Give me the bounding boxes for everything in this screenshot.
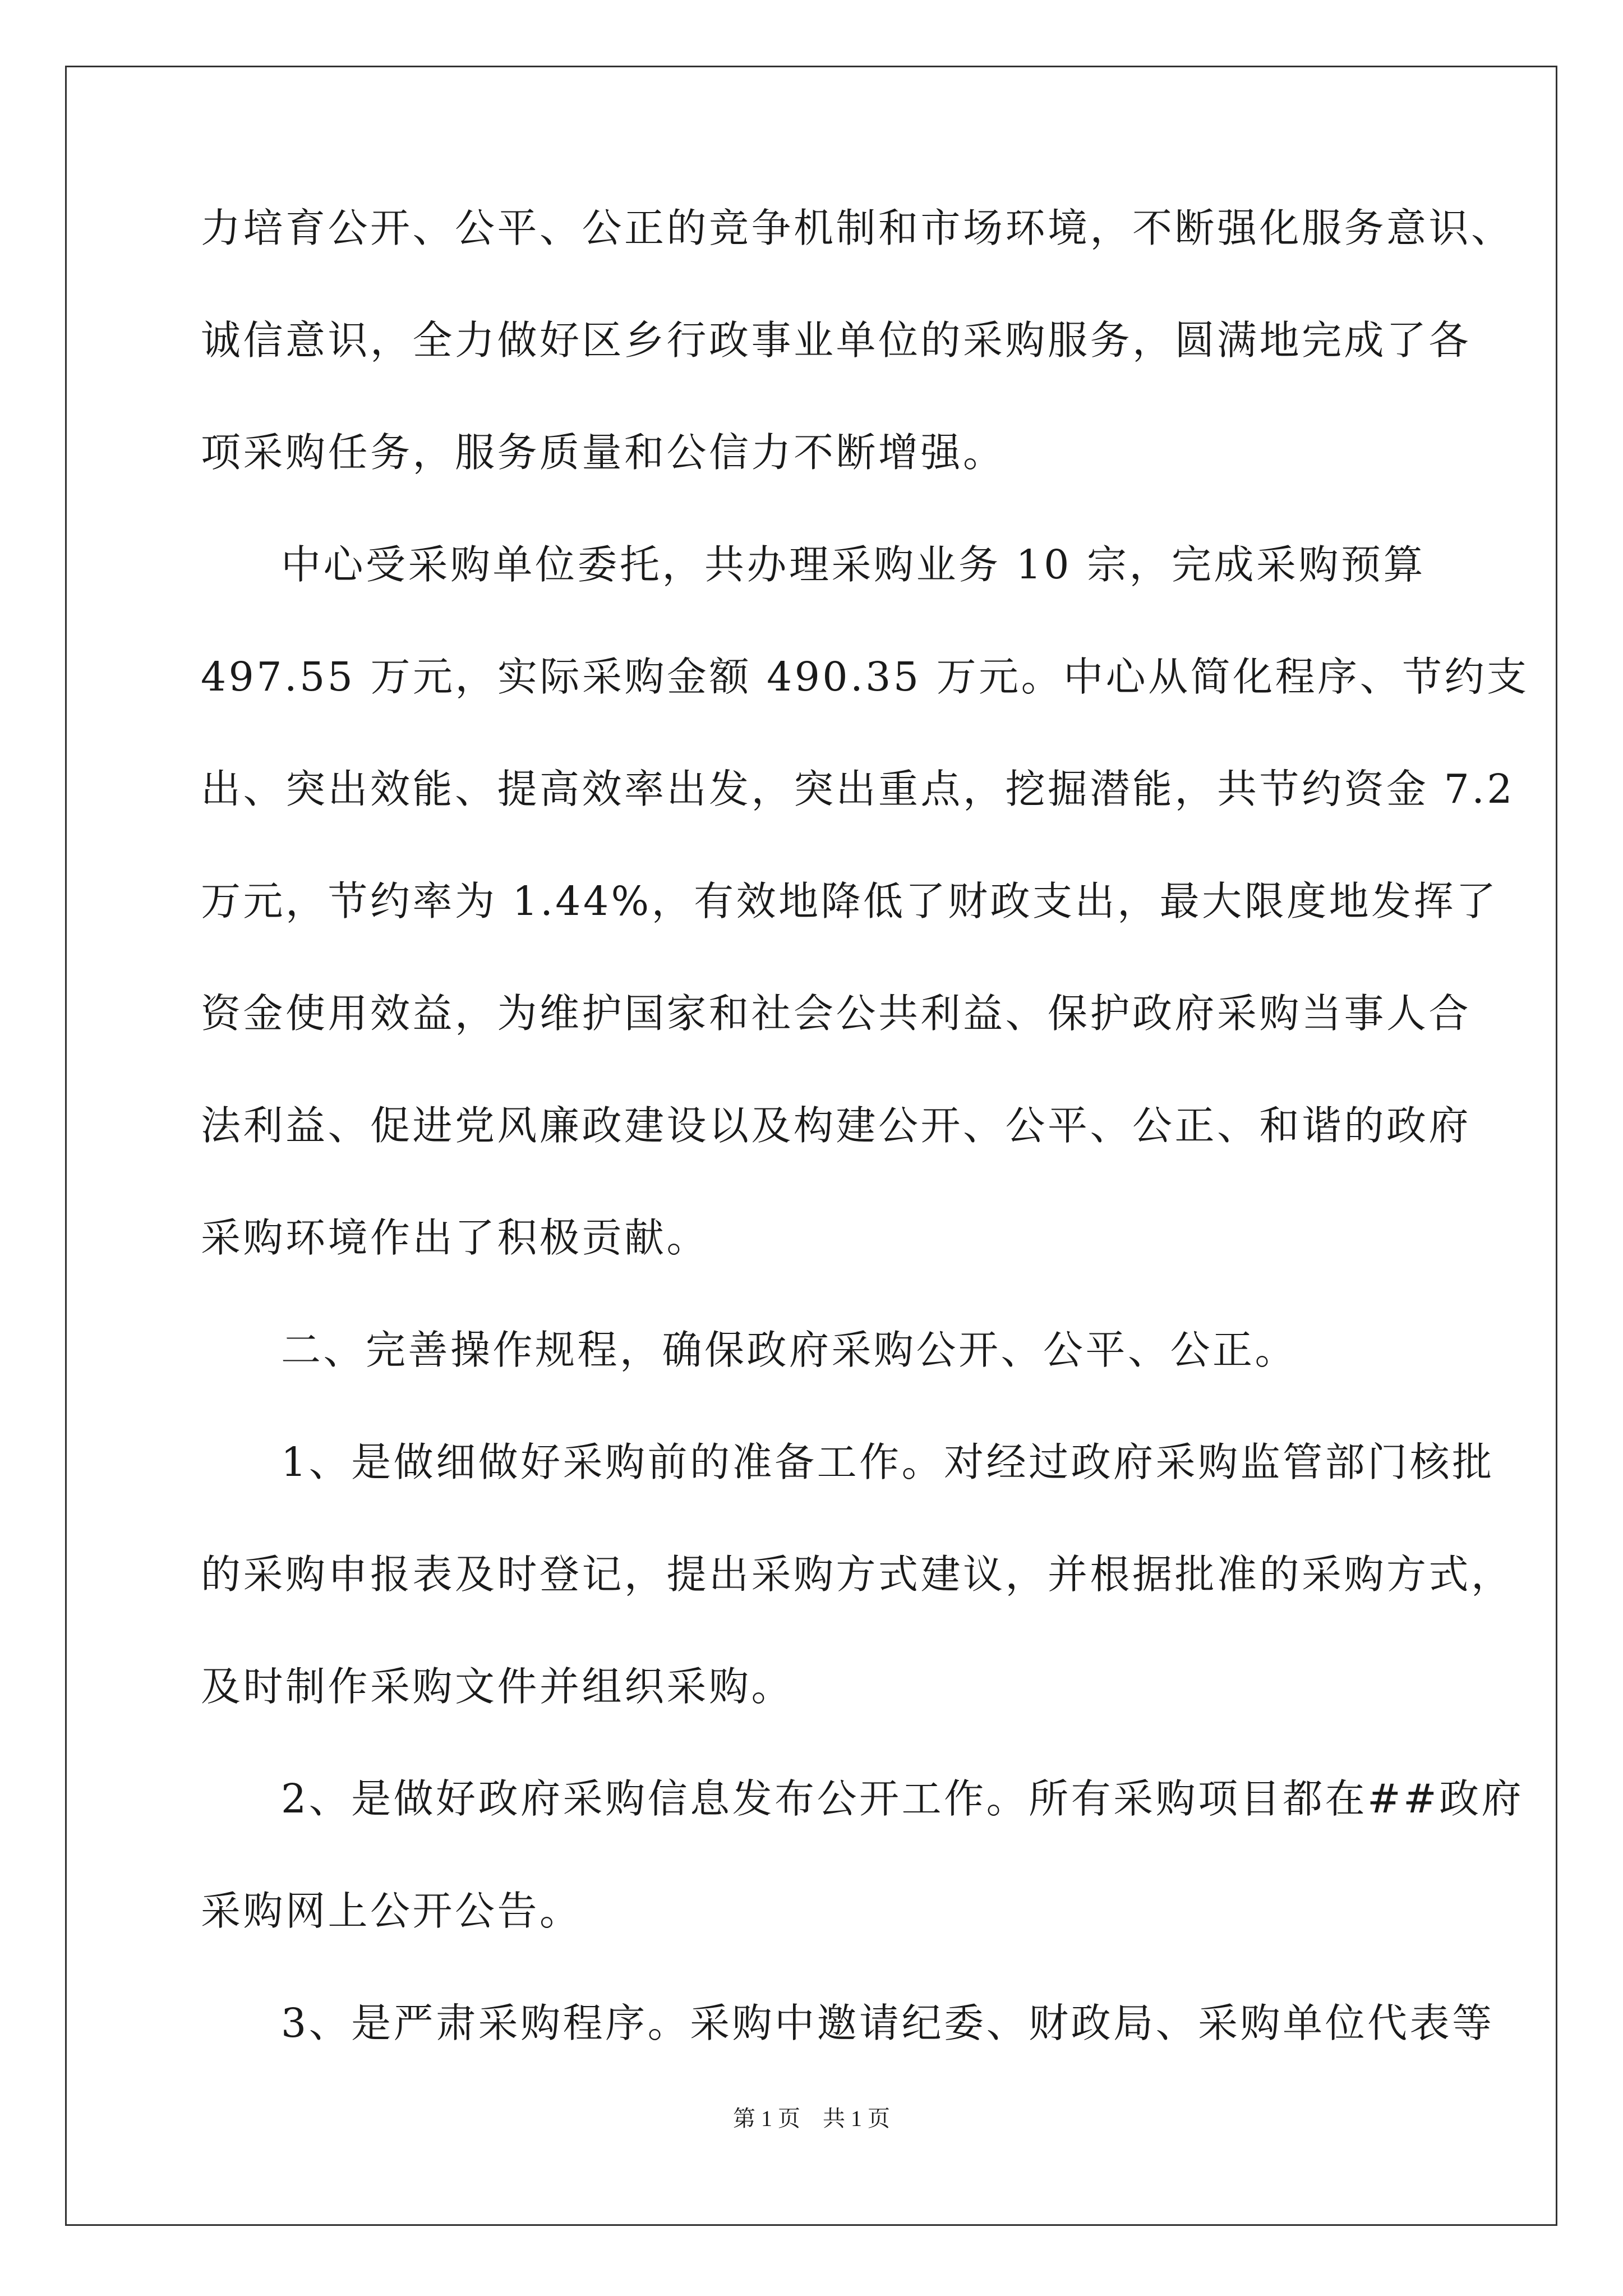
text-line: 497.55 万元，实际采购金额 490.35 万元。中心从简化程序、节约支 bbox=[201, 654, 1529, 700]
text-line: 采购环境作出了积极贡献。 bbox=[201, 1214, 709, 1261]
text-line: 出、突出效能、提高效率出发，突出重点，挖掘潜能，共节约资金 7.2 bbox=[201, 766, 1515, 812]
text-line: 项采购任务，服务质量和公信力不断增强。 bbox=[201, 429, 1006, 476]
text-line: 3、是严肃采购程序。采购中邀请纪委、财政局、采购单位代表等 bbox=[281, 2000, 1495, 2046]
text-line: 中心受采购单位委托，共办理采购业务 10 宗，完成采购预算 bbox=[281, 541, 1426, 588]
text-line: 2、是做好政府采购信息发布公开工作。所有采购项目都在##政府 bbox=[281, 1775, 1524, 1822]
text-line: 万元，节约率为 1.44%，有效地降低了财政支出，最大限度地发挥了 bbox=[201, 878, 1498, 924]
page-number-footer: 第 1 页 共 1 页 bbox=[733, 2106, 890, 2131]
text-line: 的采购申报表及时登记，提出采购方式建议，并根据批准的采购方式， bbox=[201, 1551, 1514, 1598]
text-line: 法利益、促进党风廉政建设以及构建公开、公平、公正、和谐的政府 bbox=[201, 1102, 1472, 1149]
text-line: 及时制作采购文件并组织采购。 bbox=[201, 1663, 794, 1710]
text-line: 诚信意识，全力做好区乡行政事业单位的采购服务，圆满地完成了各 bbox=[201, 317, 1472, 364]
text-line: 资金使用效益，为维护国家和社会公共利益、保护政府采购当事人合 bbox=[201, 990, 1472, 1037]
text-line: 力培育公开、公平、公正的竞争机制和市场环境，不断强化服务意识、 bbox=[201, 205, 1514, 251]
text-line: 1、是做细做好采购前的准备工作。对经过政府采购监管部门核批 bbox=[281, 1439, 1495, 1485]
text-line: 采购网上公开公告。 bbox=[201, 1888, 582, 1934]
section-heading: 二、完善操作规程，确保政府采购公开、公平、公正。 bbox=[281, 1327, 1298, 1373]
